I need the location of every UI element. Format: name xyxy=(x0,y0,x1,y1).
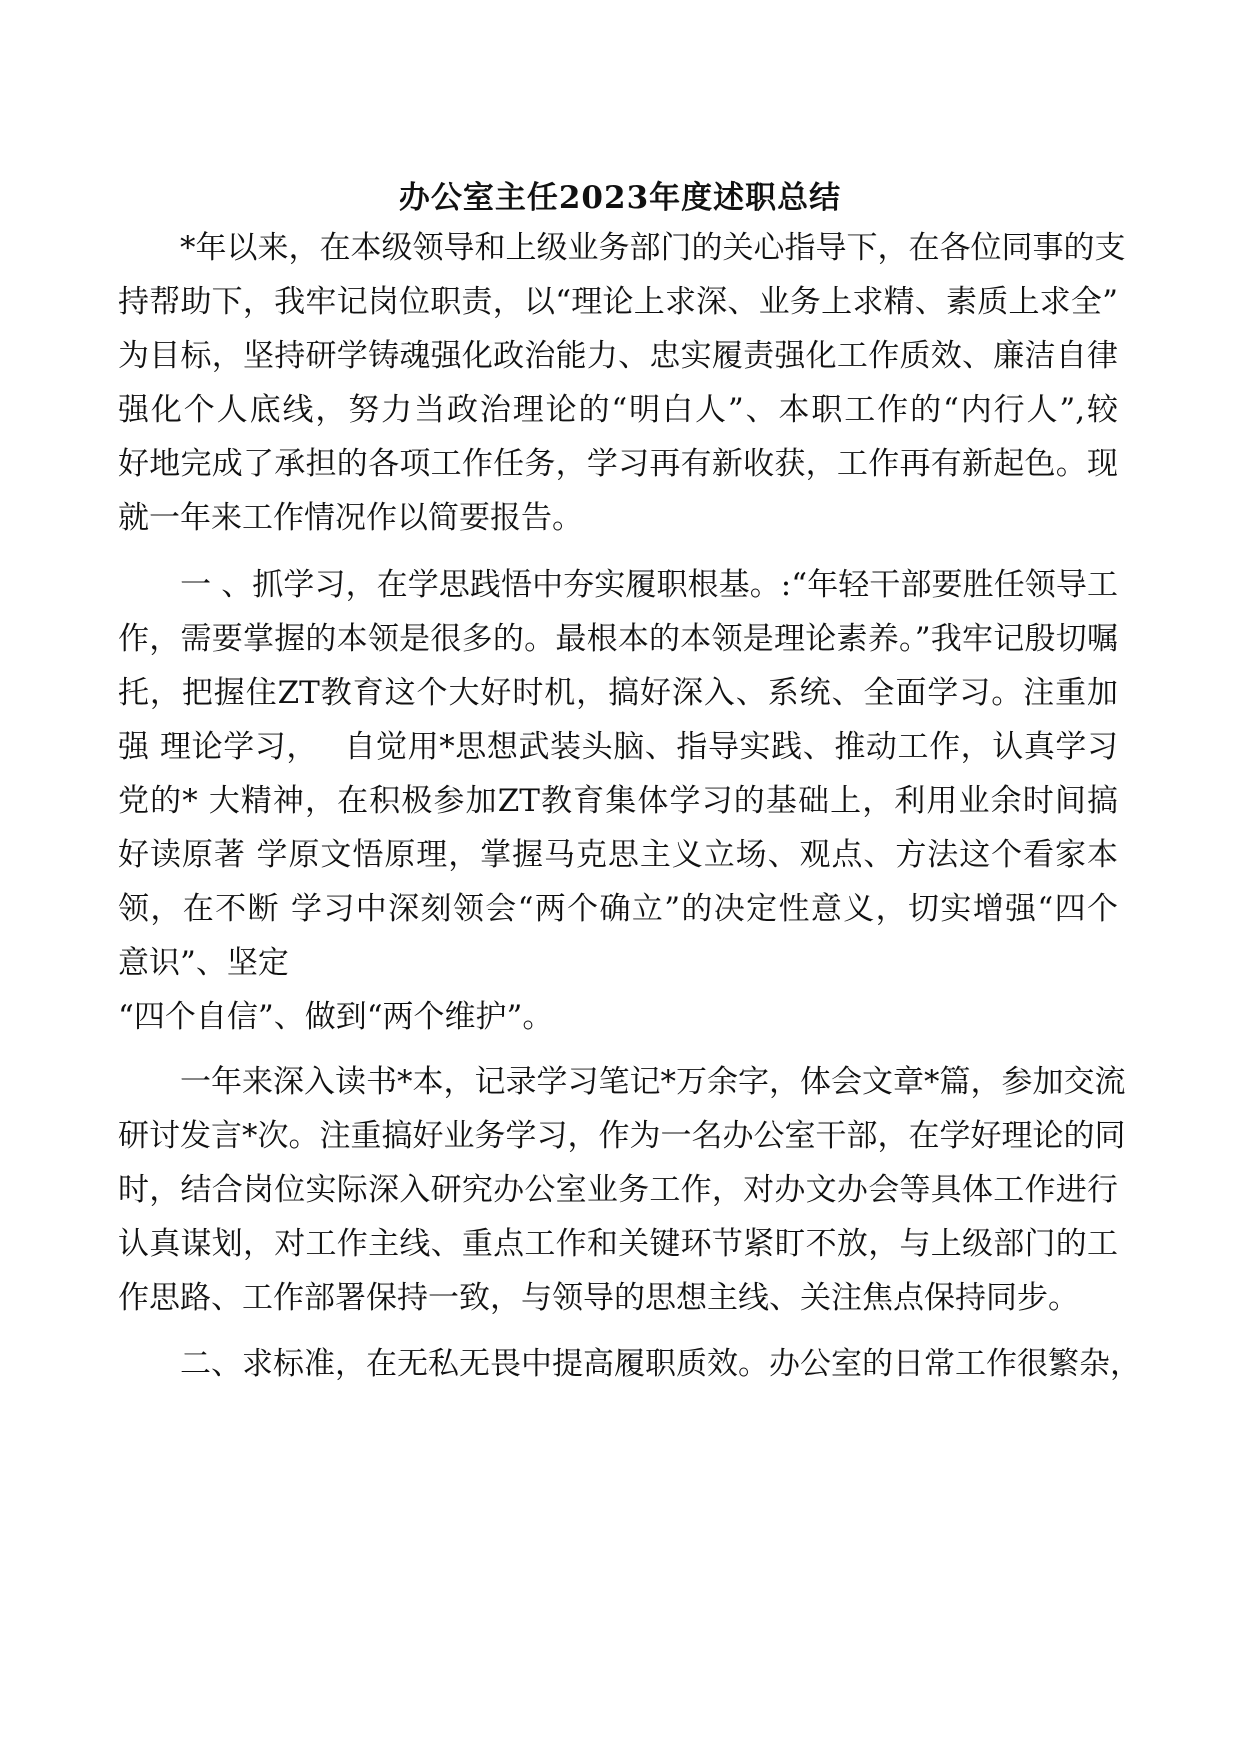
body-line: “四个自信”、做到“两个维护”。 xyxy=(118,999,554,1035)
body-line: 强化个人底线，努力当政治理论的“明白人”、本职工作的“内行人”,较 xyxy=(118,392,1118,428)
body-line: 时，结合岗位实际深入研究办公室业务工作，对办文办会等具体工作进行 xyxy=(118,1172,1118,1208)
body-line: 领，在不断 学习中深刻领会“两个确立”的决定性意义，切实增强“四个 xyxy=(118,891,1118,927)
body-line: 就一年来工作情况作以简要报告。 xyxy=(118,500,583,536)
body-line: 研讨发言*次。注重搞好业务学习，作为一名办公室干部，在学好理论的同 xyxy=(118,1118,1126,1154)
body-line: 作，需要掌握的本领是很多的。最根本的本领是理论素养。”我牢记殷切嘱 xyxy=(118,621,1118,657)
body-line: 认真谋划，对工作主线、重点工作和关键环节紧盯不放，与上级部门的工 xyxy=(118,1226,1118,1262)
body-line: *年以来，在本级领导和上级业务部门的关心指导下，在各位同事的支 xyxy=(118,230,1126,266)
body-line: 强 理论学习， 自觉用*思想武装头脑、指导实践、推动工作，认真学习 xyxy=(118,729,1118,765)
body-line: 持帮助下，我牢记岗位职责，以“理论上求深、业务上求精、素质上求全” xyxy=(118,284,1118,320)
body-line: 一 、抓学习，在学思践悟中夯实履职根基。:“年轻干部要胜任领导工 xyxy=(118,567,1118,603)
body-line: 二、求标准，在无私无畏中提高履职质效。办公室的日常工作很繁杂， xyxy=(118,1346,1141,1382)
body-line: 一年来深入读书*本，记录学习笔记*万余字，体会文章*篇，参加交流 xyxy=(118,1064,1126,1100)
body-line: 好读原著 学原文悟原理，掌握马克思主义立场、观点、方法这个看家本 xyxy=(118,837,1118,873)
body-line: 党的* 大精神，在积极参加ZT教育集体学习的基础上，利用业余时间搞 xyxy=(118,783,1118,819)
body-line: 好地完成了承担的各项工作任务，学习再有新收获，工作再有新起色。现 xyxy=(118,446,1118,482)
document-title: 办公室主任2023年度述职总结 xyxy=(398,180,842,216)
body-line: 意识”、坚定 xyxy=(118,945,289,981)
body-line: 为目标，坚持研学铸魂强化政治能力、忠实履责强化工作质效、廉洁自律 xyxy=(118,338,1118,374)
body-line: 托，把握住ZT教育这个大好时机，搞好深入、系统、全面学习。注重加 xyxy=(118,675,1118,711)
body-line: 作思路、工作部署保持一致，与领导的思想主线、关注焦点保持同步。 xyxy=(118,1280,1079,1316)
